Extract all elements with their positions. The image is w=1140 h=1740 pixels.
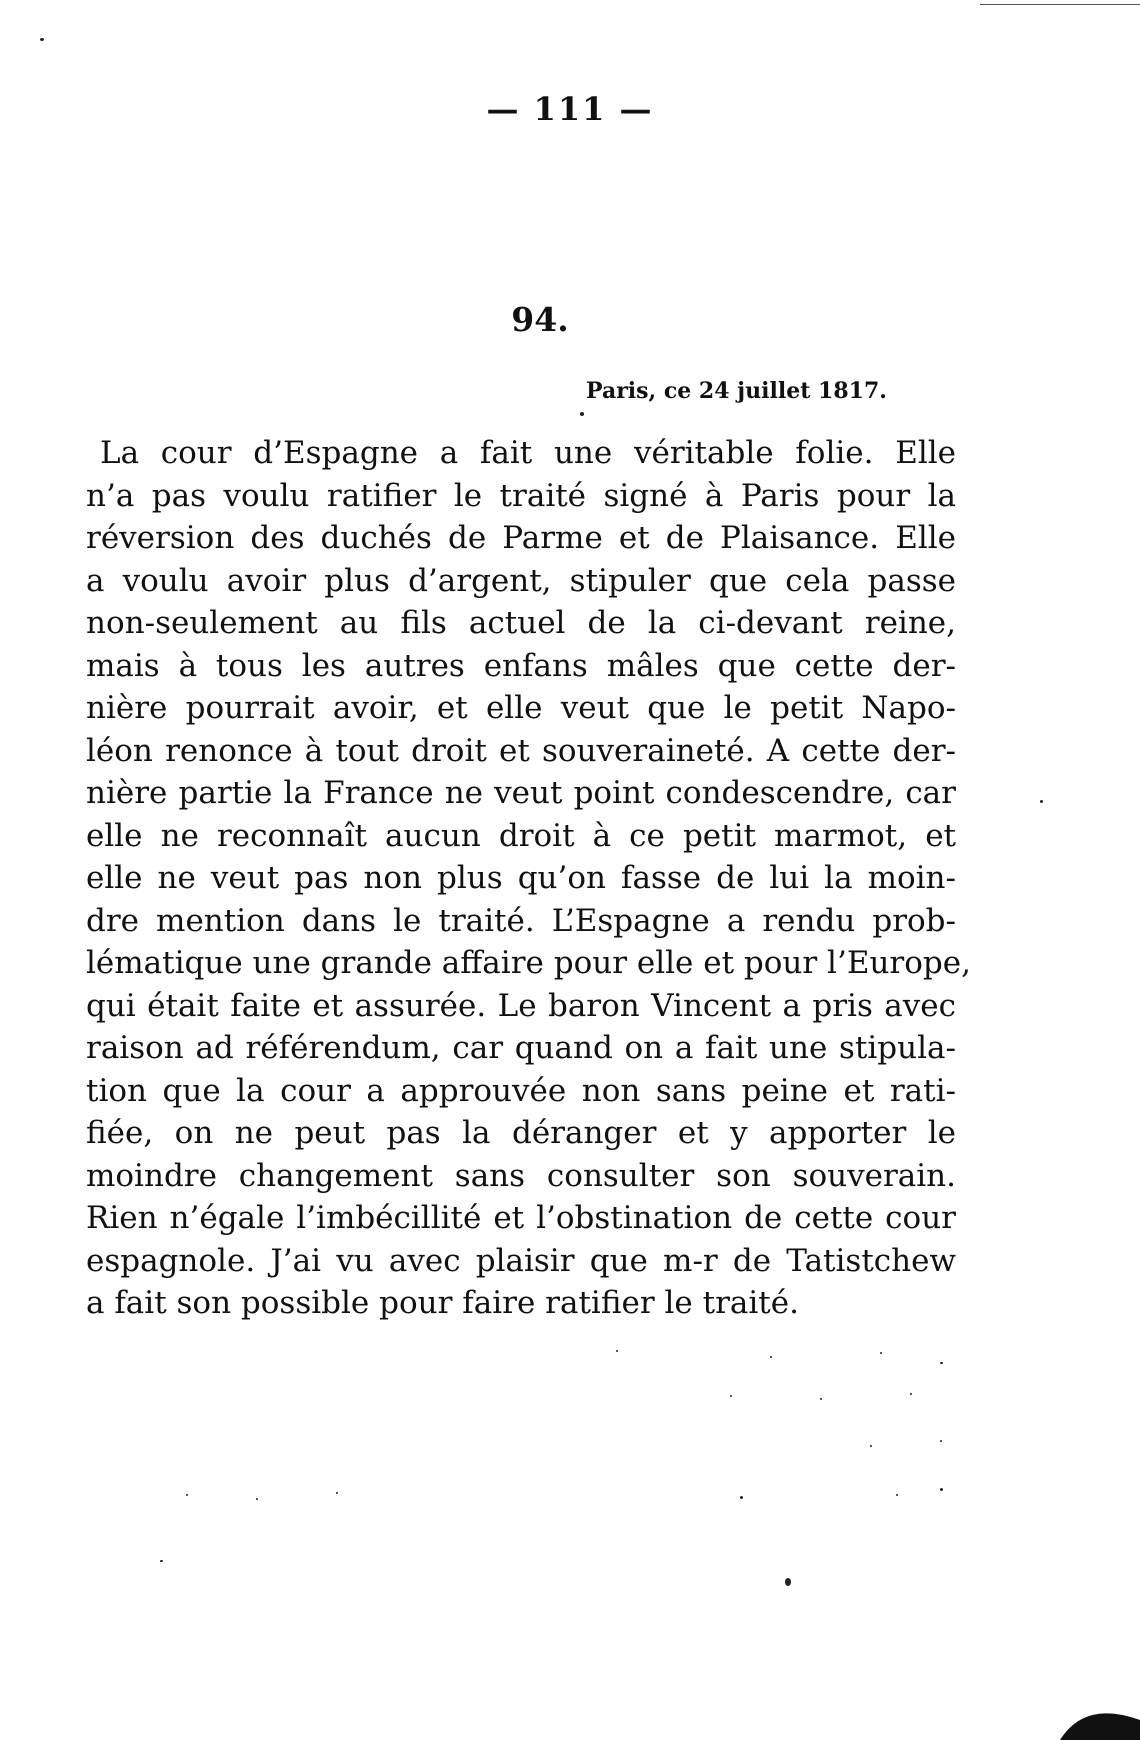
scan-speck <box>40 38 44 41</box>
text-line: a voulu avoir plus d’argent, stipuler que cela passe <box>86 562 956 599</box>
text-line: moindre changement sans consulter son souverain. <box>86 1157 956 1194</box>
text-line: elle ne reconnaît aucun droit à ce petit marmot, et <box>86 817 956 854</box>
text-line: nière partie la France ne veut point condescendre, car <box>86 775 956 811</box>
text-line: non-seulement au fils actuel de la ci-devant reine, <box>86 605 956 641</box>
text-line: espagnole. J’ai vu avec plaisir que m-r de Tatistchew <box>86 1242 956 1279</box>
scan-speck <box>580 412 584 416</box>
scan-speck <box>820 1398 822 1400</box>
text-line: nière pourrait avoir, et elle veut que le petit Napo- <box>86 690 956 726</box>
text-line: raison ad référendum, car quand on a fait une stipula- <box>86 1030 956 1066</box>
scan-speck <box>910 1393 912 1395</box>
text-line: lématique une grande affaire pour elle et pour l’Europe, <box>86 945 971 981</box>
scan-speck <box>880 1352 882 1354</box>
page-number: — 111 — <box>486 90 654 128</box>
text-line: qui était faite et assurée. Le baron Vincent a pris avec <box>86 987 956 1024</box>
text-line: fiée, on ne peut pas la déranger et y apporter le <box>86 1115 956 1151</box>
scan-speck <box>770 1356 772 1358</box>
top-rule <box>980 4 1140 5</box>
text-line: n’a pas voulu ratifier le traité signé à Paris pour la <box>86 477 956 514</box>
text-line: réversion des duchés de Parme et de Plaisance. Elle <box>86 520 956 556</box>
text-line: léon renonce à tout droit et souveraineté. A cette der- <box>86 732 956 769</box>
scan-speck <box>896 1494 898 1496</box>
scan-speck <box>740 1496 743 1499</box>
text-line: a fait son possible pour faire ratifier le traité. <box>86 1285 799 1321</box>
text-line: Rien n’égale l’imbécillité et l’obstination de cette cour <box>86 1200 956 1236</box>
text-line: dre mention dans le traité. L’Espagne a rendu prob- <box>86 902 956 939</box>
scan-speck <box>730 1395 732 1397</box>
text-line: elle ne veut pas non plus qu’on fasse de lui la moin- <box>86 860 956 896</box>
letter-body <box>86 432 971 1325</box>
scan-speck <box>785 1578 791 1586</box>
scan-corner-shadow <box>1040 1690 1140 1740</box>
text-line: mais à tous les autres enfans mâles que cette der- <box>86 647 956 684</box>
text-line: La cour d’Espagne a fait une véritable folie. Elle <box>100 435 956 471</box>
scan-speck <box>336 1492 338 1494</box>
scan-speck <box>616 1350 618 1352</box>
scan-speck <box>940 1488 943 1491</box>
scan-speck <box>256 1498 258 1500</box>
scan-speck <box>870 1445 872 1447</box>
text-line: tion que la cour a approuvée non sans peine et rati- <box>86 1072 956 1109</box>
scan-speck <box>160 1560 163 1562</box>
scan-speck <box>940 1440 942 1442</box>
scan-speck <box>940 1362 943 1364</box>
scan-speck <box>186 1494 188 1496</box>
letter-number: 94. <box>511 300 569 339</box>
scan-speck <box>1040 800 1043 803</box>
dateline: Paris, ce 24 juillet 1817. <box>586 378 887 404</box>
